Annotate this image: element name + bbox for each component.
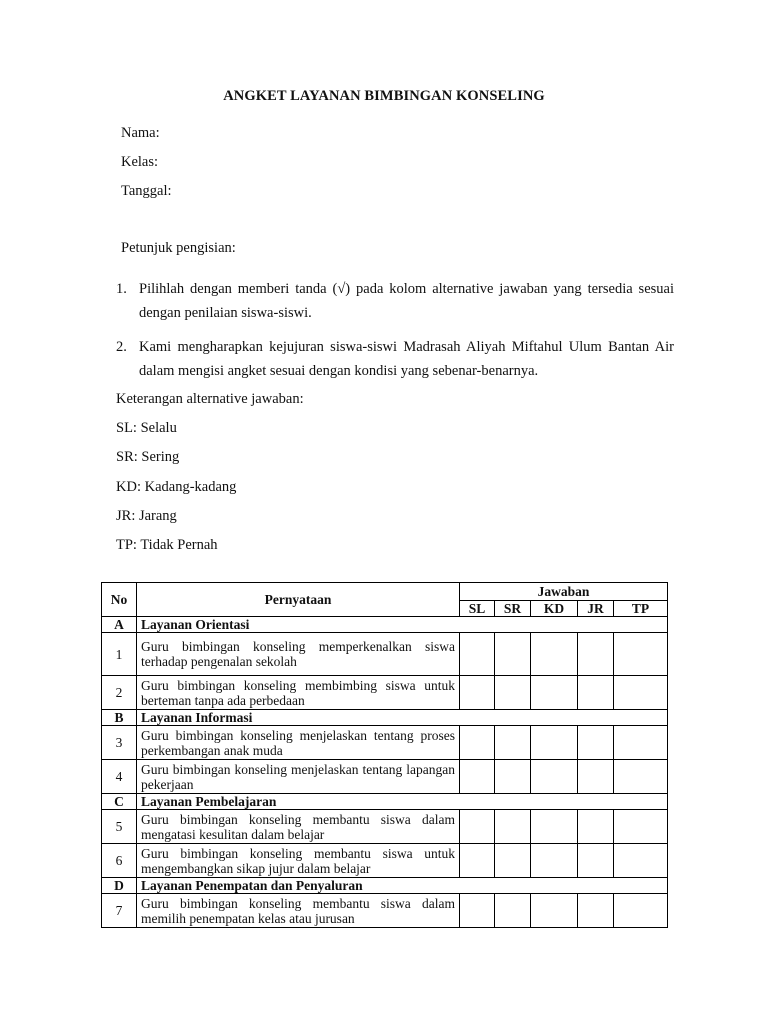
- table-row: [102, 760, 668, 794]
- answer-cell-tp[interactable]: [614, 633, 668, 676]
- row-number: 4: [102, 760, 137, 794]
- answer-cell-tp[interactable]: [614, 844, 668, 878]
- table-row: [102, 676, 668, 710]
- answer-cell-jr[interactable]: [578, 844, 614, 878]
- header-option-sl: SL: [460, 601, 495, 617]
- row-statement: Guru bimbingan konseling menjelaskan tentang proses perkembangan anak muda: [137, 726, 460, 760]
- answer-cell-tp[interactable]: [614, 760, 668, 794]
- field-kelas: Kelas:: [121, 154, 159, 170]
- header-statement: Pernyataan: [137, 583, 460, 617]
- answer-cell-sr[interactable]: [495, 810, 531, 844]
- table-header-row: [102, 583, 668, 601]
- instruction-number: 1.: [116, 281, 127, 297]
- answer-cell-jr[interactable]: [578, 760, 614, 794]
- answer-cell-sl[interactable]: [460, 633, 495, 676]
- answer-cell-sl[interactable]: [460, 894, 495, 928]
- row-number: 2: [102, 676, 137, 710]
- legend-item-tp: TP: Tidak Pernah: [116, 537, 218, 553]
- instructions-list: [116, 277, 674, 393]
- section-letter: B: [102, 710, 137, 726]
- answer-cell-sr[interactable]: [495, 844, 531, 878]
- answer-cell-kd[interactable]: [531, 633, 578, 676]
- row-statement: Guru bimbingan konseling memperkenalkan siswa terhadap pengenalan sekolah: [137, 633, 460, 676]
- section-title: Layanan Penempatan dan Penyaluran: [137, 878, 668, 894]
- legend-item-sr: SR: Sering: [116, 449, 180, 465]
- answer-cell-kd[interactable]: [531, 760, 578, 794]
- answer-cell-tp[interactable]: [614, 894, 668, 928]
- answer-cell-jr[interactable]: [578, 810, 614, 844]
- answer-cell-tp[interactable]: [614, 810, 668, 844]
- page-title: ANGKET LAYANAN BIMBINGAN KONSELING: [223, 88, 545, 104]
- row-number: 1: [102, 633, 137, 676]
- header-answer: Jawaban: [460, 583, 668, 601]
- row-number: 7: [102, 894, 137, 928]
- answer-cell-sl[interactable]: [460, 810, 495, 844]
- row-number: 3: [102, 726, 137, 760]
- answer-cell-sl[interactable]: [460, 676, 495, 710]
- survey-table: [101, 582, 668, 928]
- answer-cell-kd[interactable]: [531, 894, 578, 928]
- instruction-text: Kami mengharapkan kejujuran siswa-siswi Madrasah Aliyah Miftahul Ulum Bantan Air dalam mengisi angket sesuai dengan kondisi yang sebenar-benarnya.: [139, 339, 674, 379]
- answer-cell-sr[interactable]: [495, 633, 531, 676]
- instruction-item: [116, 335, 674, 383]
- row-statement: Guru bimbingan konseling membantu siswa dalam mengatasi kesulitan dalam belajar: [137, 810, 460, 844]
- answer-cell-sr[interactable]: [495, 726, 531, 760]
- answer-cell-sl[interactable]: [460, 726, 495, 760]
- answer-cell-kd[interactable]: [531, 726, 578, 760]
- section-letter: C: [102, 794, 137, 810]
- header-option-tp: TP: [614, 601, 668, 617]
- section-title: Layanan Informasi: [137, 710, 668, 726]
- section-row: [102, 794, 668, 810]
- table-row: [102, 633, 668, 676]
- header-option-kd: KD: [531, 601, 578, 617]
- answer-cell-kd[interactable]: [531, 676, 578, 710]
- section-row: [102, 878, 668, 894]
- answer-cell-jr[interactable]: [578, 676, 614, 710]
- instruction-text: Pilihlah dengan memberi tanda (√) pada kolom alternative jawaban yang tersedia sesuai dengan penilaian siswa-siswi.: [139, 281, 674, 321]
- table-row: [102, 894, 668, 928]
- header-no: No: [102, 583, 137, 617]
- answer-cell-sl[interactable]: [460, 760, 495, 794]
- field-nama: Nama:: [121, 125, 160, 141]
- section-letter: D: [102, 878, 137, 894]
- answer-cell-sr[interactable]: [495, 676, 531, 710]
- answer-cell-sl[interactable]: [460, 844, 495, 878]
- header-option-jr: JR: [578, 601, 614, 617]
- answer-cell-jr[interactable]: [578, 633, 614, 676]
- answer-cell-sr[interactable]: [495, 894, 531, 928]
- legend-heading: Keterangan alternative jawaban:: [116, 391, 304, 407]
- table-row: [102, 844, 668, 878]
- legend-item-jr: JR: Jarang: [116, 508, 177, 524]
- answer-cell-kd[interactable]: [531, 844, 578, 878]
- section-title: Layanan Orientasi: [137, 617, 668, 633]
- section-row: [102, 710, 668, 726]
- row-statement: Guru bimbingan konseling membimbing siswa untuk berteman tanpa ada perbedaan: [137, 676, 460, 710]
- legend-item-sl: SL: Selalu: [116, 420, 177, 436]
- table-row: [102, 726, 668, 760]
- section-row: [102, 617, 668, 633]
- section-letter: A: [102, 617, 137, 633]
- answer-cell-jr[interactable]: [578, 726, 614, 760]
- answer-cell-kd[interactable]: [531, 810, 578, 844]
- answer-cell-jr[interactable]: [578, 894, 614, 928]
- row-number: 5: [102, 810, 137, 844]
- field-tanggal: Tanggal:: [121, 183, 172, 199]
- row-number: 6: [102, 844, 137, 878]
- header-option-sr: SR: [495, 601, 531, 617]
- table-row: [102, 810, 668, 844]
- legend-item-kd: KD: Kadang-kadang: [116, 479, 237, 495]
- row-statement: Guru bimbingan konseling membantu siswa dalam memilih penempatan kelas atau jurusan: [137, 894, 460, 928]
- instructions-heading: Petunjuk pengisian:: [121, 240, 236, 256]
- row-statement: Guru bimbingan konseling menjelaskan tentang lapangan pekerjaan: [137, 760, 460, 794]
- answer-cell-tp[interactable]: [614, 726, 668, 760]
- row-statement: Guru bimbingan konseling membantu siswa untuk mengembangkan sikap jujur dalam belajar: [137, 844, 460, 878]
- answer-cell-tp[interactable]: [614, 676, 668, 710]
- instruction-number: 2.: [116, 339, 127, 355]
- section-title: Layanan Pembelajaran: [137, 794, 668, 810]
- answer-cell-sr[interactable]: [495, 760, 531, 794]
- instruction-item: [116, 277, 674, 325]
